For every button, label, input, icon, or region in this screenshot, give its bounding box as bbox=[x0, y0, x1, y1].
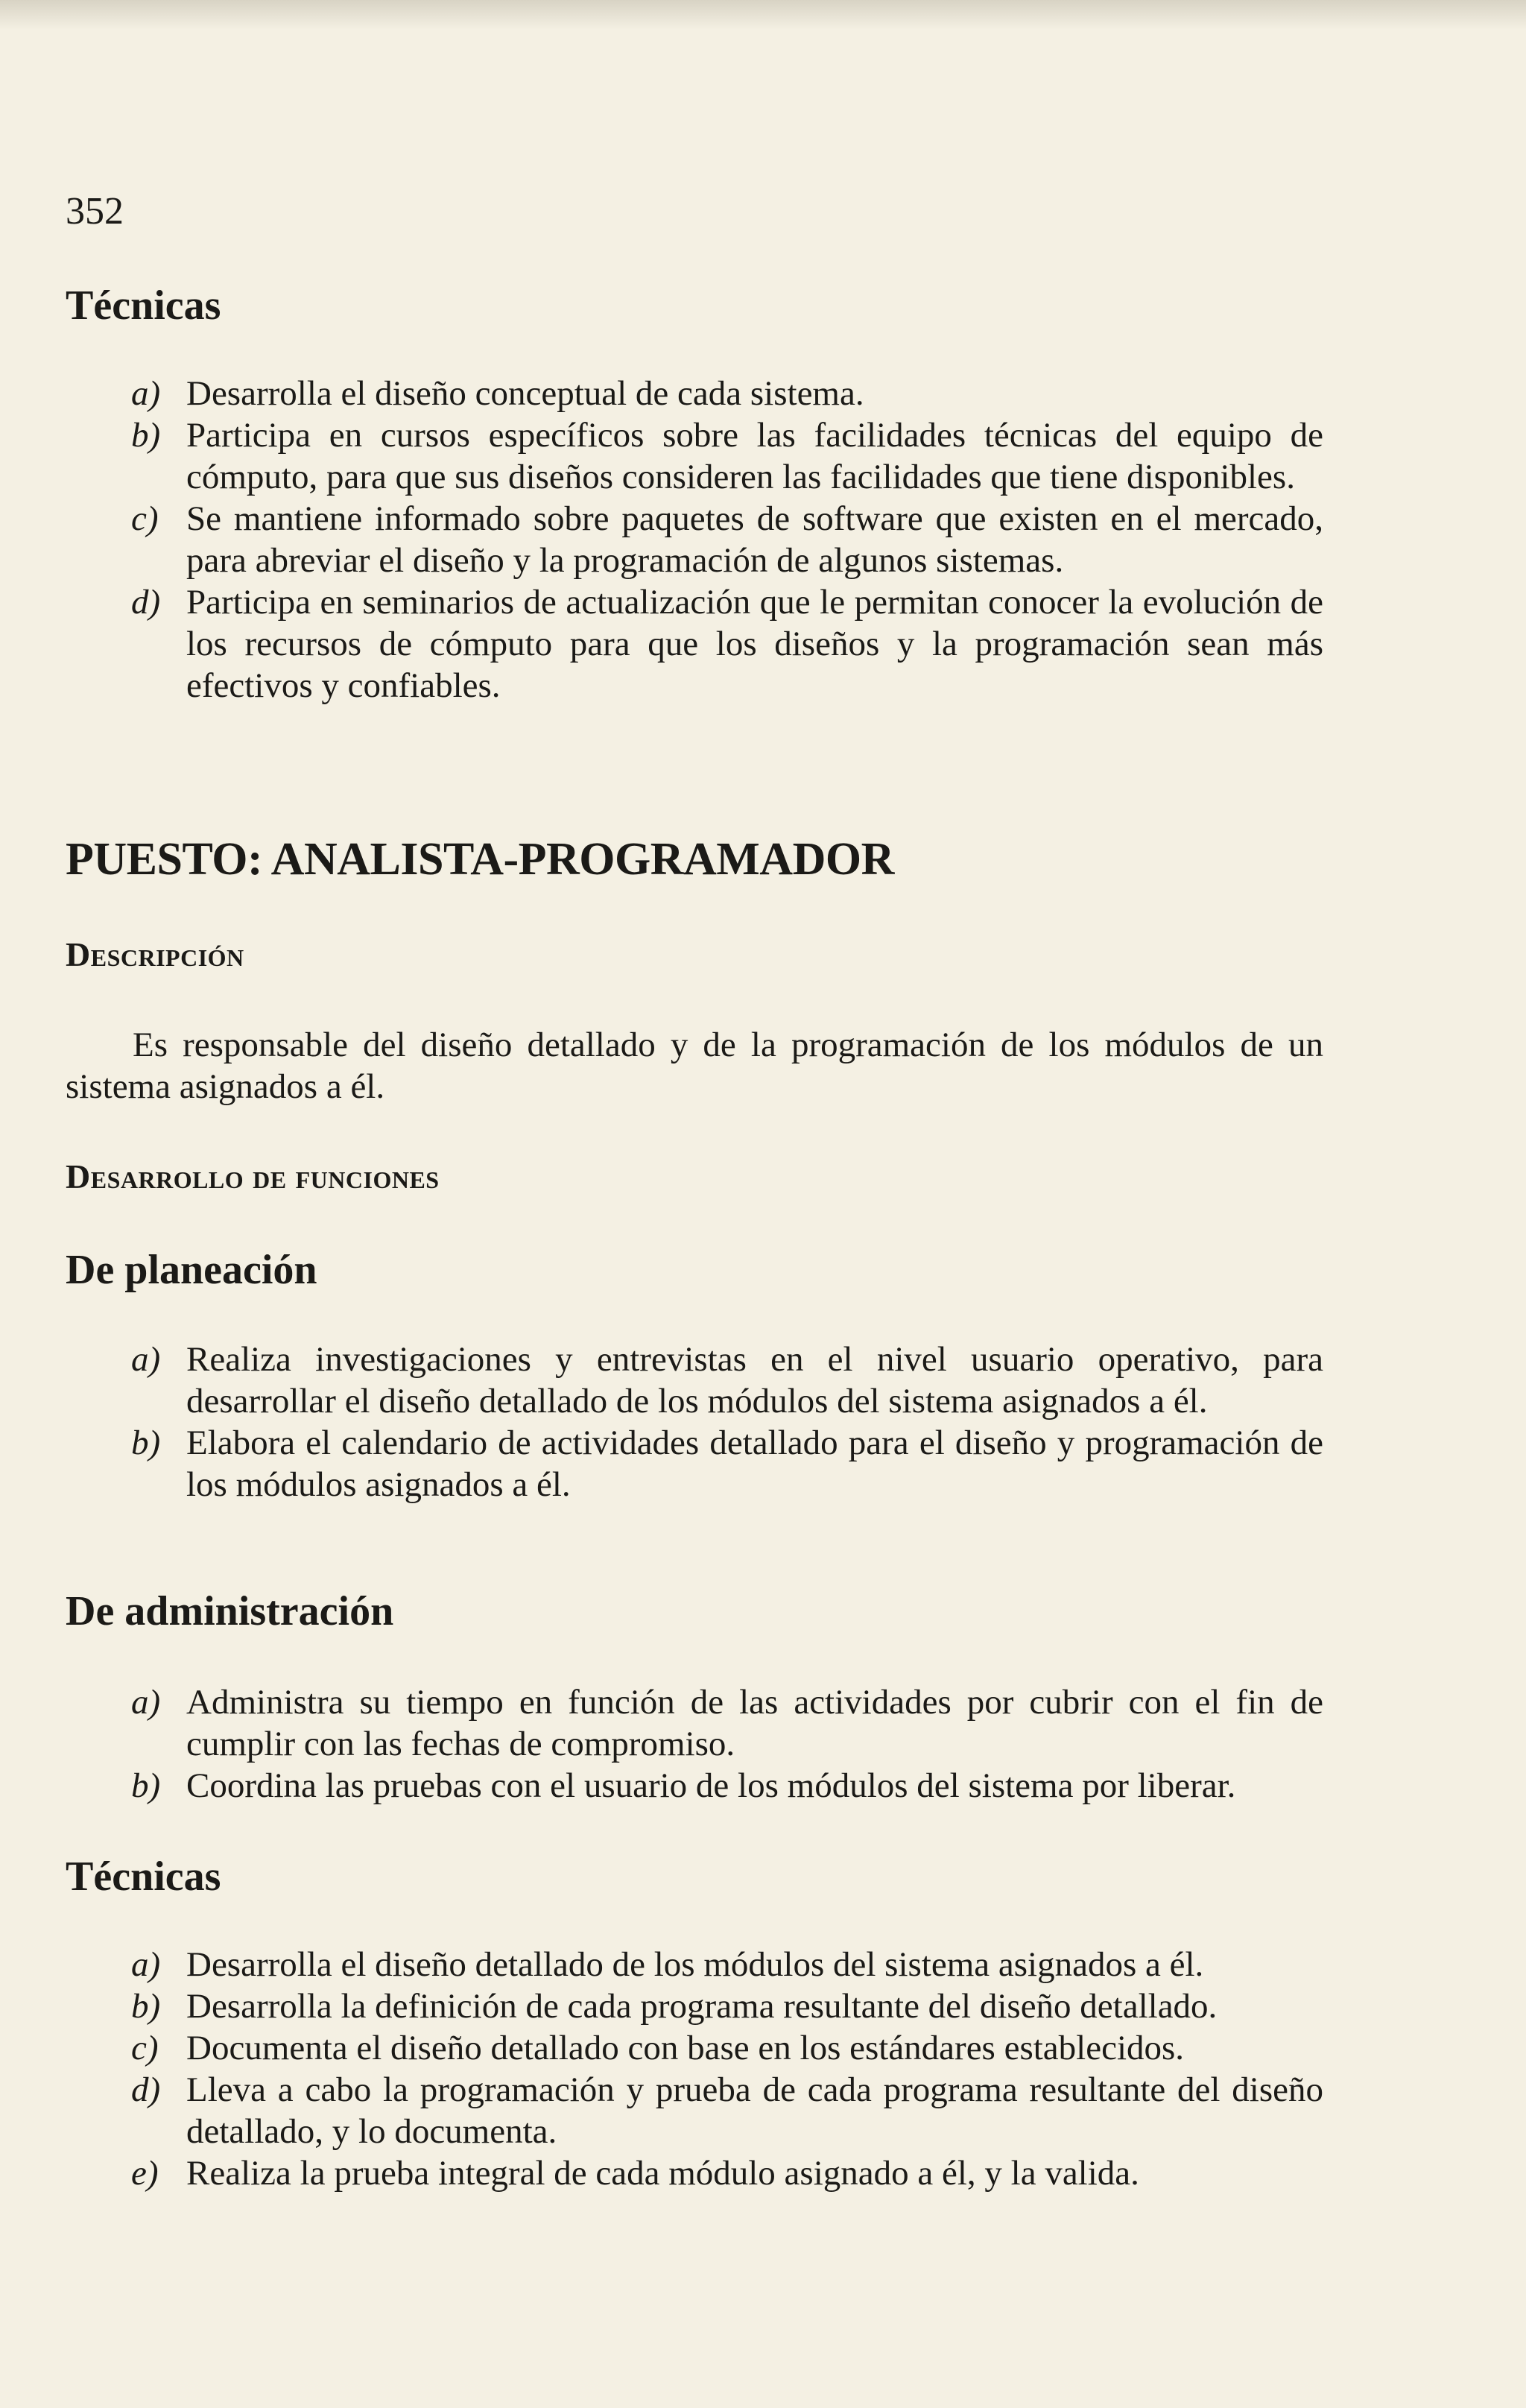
list-item bbox=[66, 581, 1323, 707]
item-text: Realiza la prueba integral de cada módulo asignado a él, y la valida. bbox=[186, 2154, 1139, 2193]
list-item bbox=[66, 1422, 1323, 1505]
item-text: Desarrolla el diseño conceptual de cada sistema. bbox=[186, 374, 864, 413]
descripcion-heading: Descripción bbox=[66, 935, 244, 973]
item-marker: a) bbox=[131, 1340, 161, 1379]
item-marker: c) bbox=[131, 499, 159, 538]
section-title-tecnicas: Técnicas bbox=[66, 282, 221, 329]
descripcion-text: Es responsable del diseño detallado y de la programación de los módulos de un sistema asignados a él. bbox=[66, 1026, 1323, 1106]
list-item bbox=[66, 414, 1323, 498]
item-marker: c) bbox=[131, 2029, 159, 2067]
item-text: Elabora el calendario de actividades detallado para el diseño y programación de los módulos asignados a él. bbox=[186, 1423, 1323, 1504]
item-marker: b) bbox=[131, 416, 161, 455]
item-text: Se mantiene informado sobre paquetes de software que existen en el mercado, para abreviar el diseño y la programación de algunos sistemas. bbox=[186, 499, 1323, 580]
list-item bbox=[66, 1681, 1323, 1765]
item-text: Documenta el diseño detallado con base en los estándares establecidos. bbox=[186, 2029, 1185, 2067]
section-title-planeacion: De planeación bbox=[66, 1247, 317, 1293]
item-marker: a) bbox=[131, 374, 161, 413]
item-text: Lleva a cabo la programación y prueba de cada programa resultante del diseño detallado, y lo documenta. bbox=[186, 2070, 1323, 2151]
item-text: Participa en seminarios de actualización que le permitan conocer la evolución de los recursos de cómputo para que los diseños y la programación sean más efectivos y confiables. bbox=[186, 583, 1323, 705]
tecnicas-2-list bbox=[66, 1944, 1323, 2194]
desarrollo-heading: Desarrollo de funciones bbox=[66, 1157, 440, 1195]
list-item bbox=[66, 1944, 1323, 1985]
item-marker: b) bbox=[131, 1766, 161, 1805]
item-text: Desarrolla la definición de cada programa resultante del diseño detallado. bbox=[186, 1987, 1218, 2026]
item-marker: d) bbox=[131, 2070, 161, 2109]
item-marker: d) bbox=[131, 583, 161, 622]
list-item bbox=[66, 373, 1323, 414]
planeacion-list bbox=[66, 1339, 1323, 1505]
list-item bbox=[66, 2152, 1323, 2194]
section-title-administracion: De administración bbox=[66, 1588, 394, 1634]
item-marker: e) bbox=[131, 2154, 159, 2193]
item-marker: a) bbox=[131, 1945, 161, 1984]
tecnicas-list bbox=[66, 373, 1323, 707]
item-text: Desarrolla el diseño detallado de los módulos del sistema asignados a él. bbox=[186, 1945, 1204, 1984]
item-marker: a) bbox=[131, 1683, 161, 1722]
list-item bbox=[66, 498, 1323, 581]
item-marker: b) bbox=[131, 1987, 161, 2026]
list-item bbox=[66, 1765, 1323, 1807]
page-number: 352 bbox=[66, 190, 124, 233]
list-item bbox=[66, 2069, 1323, 2152]
item-text: Coordina las pruebas con el usuario de los módulos del sistema por liberar. bbox=[186, 1766, 1236, 1805]
administracion-list bbox=[66, 1681, 1323, 1807]
list-item bbox=[66, 2027, 1323, 2069]
list-item bbox=[66, 1339, 1323, 1422]
item-text: Realiza investigaciones y entrevistas en el nivel usuario operativo, para desarrollar el diseño detallado de los módulos del sistema asignados a él. bbox=[186, 1340, 1323, 1421]
item-text: Administra su tiempo en función de las actividades por cubrir con el fin de cumplir con las fechas de compromiso. bbox=[186, 1683, 1323, 1763]
item-text: Participa en cursos específicos sobre las facilidades técnicas del equipo de cómputo, para que sus diseños consideren las facilidades que tiene disponibles. bbox=[186, 416, 1323, 496]
scan-top-edge bbox=[0, 0, 1526, 30]
puesto-title: PUESTO: ANALISTA-PROGRAMADOR bbox=[66, 834, 894, 885]
item-marker: b) bbox=[131, 1423, 161, 1462]
section-title-tecnicas-2: Técnicas bbox=[66, 1854, 221, 1900]
list-item bbox=[66, 1985, 1323, 2027]
